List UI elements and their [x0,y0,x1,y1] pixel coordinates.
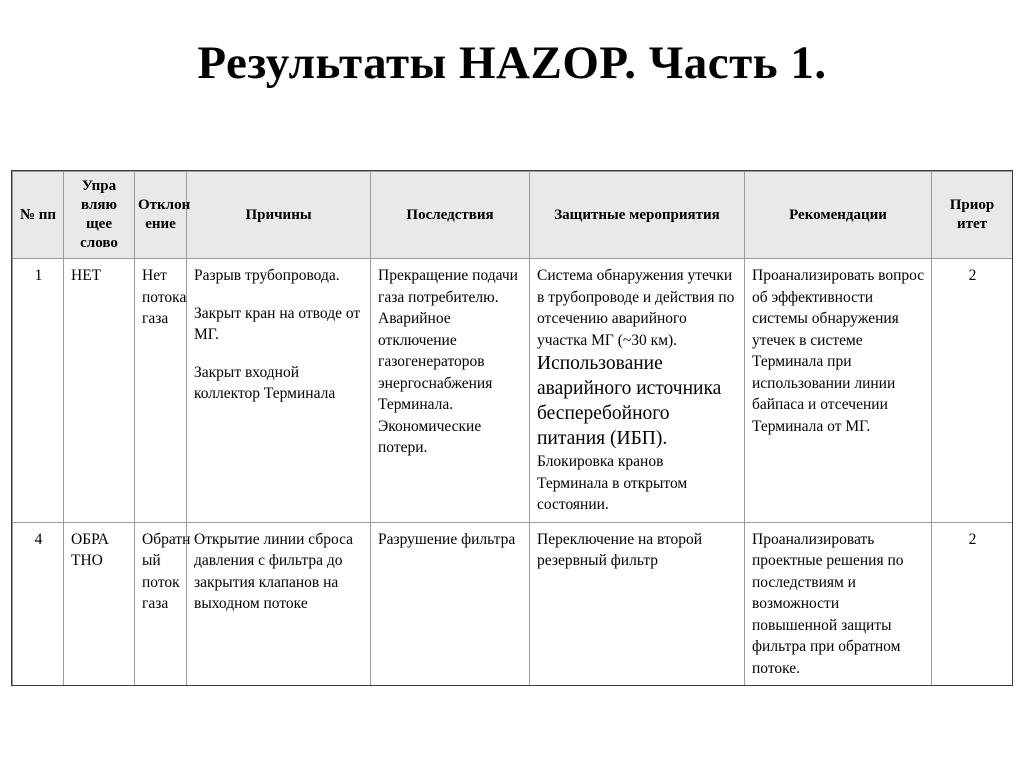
cell-number: 4 [13,522,64,686]
column-header-protection: Защитные мероприятия [530,172,745,259]
cell-protection [530,259,745,523]
cell-number: 1 [13,259,64,523]
column-header-priority: Приор итет [932,172,1013,259]
protection-part-3: Блокировка кранов Терминала в открытом состоянии. [537,453,688,513]
column-header-number: № пп [13,172,64,259]
table-row [13,259,1013,523]
cause-item: Закрыт входной коллектор Терминала [194,363,336,402]
cell-deviation: Обратн ый поток газа [135,522,187,686]
cause-item: Закрыт кран на отводе от МГ. [194,304,361,343]
cell-consequences [371,522,530,686]
page-title: Результаты HAZOP. Часть 1. [197,37,827,89]
hazop-table [12,171,1013,686]
table-header-row [13,172,1013,259]
protection-part-2: Использование аварийного источника бесперебойного питания (ИБП). [537,353,722,449]
cell-guide-word: НЕТ [64,259,135,523]
column-header-recommendations: Рекомендации [745,172,932,259]
cell-causes [187,259,371,523]
cell-recommendations [745,522,932,686]
cell-consequences [371,259,530,523]
recommendation-item: Проанализировать вопрос об эффективности системы обнаружения утечек в системе Терминала при использовании линии байпаса и отсечении Терминала от МГ. [752,267,925,435]
table-row [13,522,1013,686]
cause-item: Разрыв трубопровода. [194,267,340,284]
recommendation-item: Проанализировать проектные решения по последствиям и возможности повышенной защиты фильтра при обратном потоке. [752,530,904,677]
cause-item: Открытие линии сброса давления с фильтра до закрытия клапанов на выходном потоке [194,530,354,612]
cell-recommendations [745,259,932,523]
cell-causes [187,522,371,686]
cell-deviation: Нет потока газа [135,259,187,523]
consequence-item: Разрушение фильтра [378,530,516,548]
cell-guide-word: ОБРА ТНО [64,522,135,686]
column-header-causes: Причины [187,172,371,259]
cell-protection [530,522,745,686]
cell-priority: 2 [932,522,1013,686]
consequence-item: Прекращение подачи газа потребителю. Аварийное отключение газогенераторов энергоснабжения Терминала. Экономические потери. [378,267,518,456]
column-header-consequences: Последствия [371,172,530,259]
protection-part-1: Система обнаружения утечки в трубопроводе и действия по отсечению аварийного участка МГ (~30 км). [537,267,735,349]
column-header-guide-word: Упра вляю щее слово [64,172,135,259]
cell-priority: 2 [932,259,1013,523]
hazop-table-container [11,170,1013,686]
protection-part-1: Переключение на второй резервный фильтр [537,530,703,569]
column-header-deviation: Отклон ение [135,172,187,259]
